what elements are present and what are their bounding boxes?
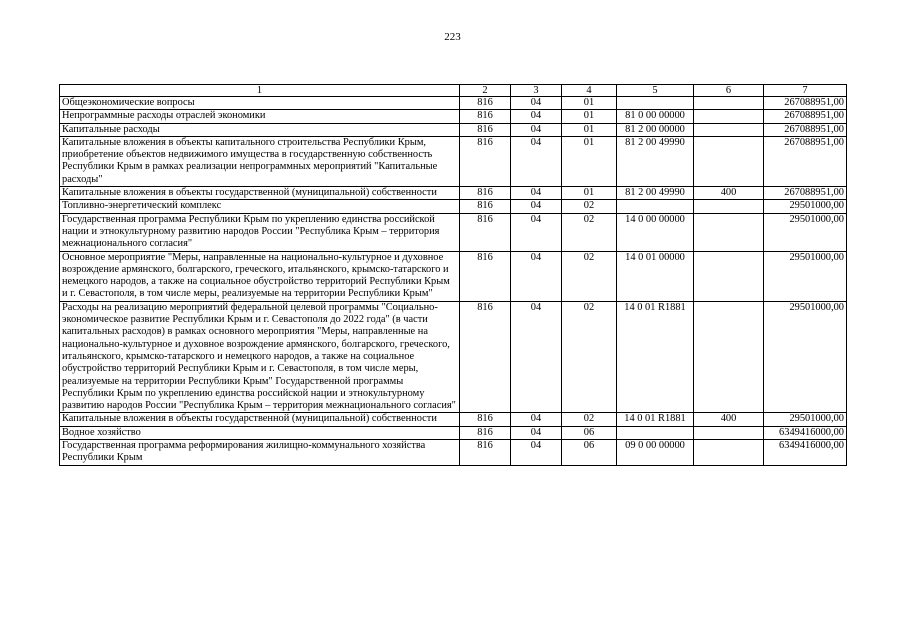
row-pr: 01 [562,136,617,186]
row-amount: 29501000,00 [764,213,847,251]
row-vr: 400 [694,413,764,426]
row-rz: 04 [511,426,562,439]
row-rz: 04 [511,413,562,426]
row-rz: 04 [511,251,562,301]
row-name: Капитальные расходы [60,123,460,136]
column-header: 2 [460,85,511,97]
row-grbs: 816 [460,251,511,301]
column-header: 6 [694,85,764,97]
row-csr [617,200,694,213]
table-row [60,213,847,251]
row-name: Водное хозяйство [60,426,460,439]
row-vr [694,251,764,301]
row-name: Расходы на реализацию мероприятий федеральной целевой программы "Социально-экономическое развитие Республики Крым и г. Севастополя до 2022 года" (в части капитальных расходов) в рамках основного мероприятия "Меры, направленные на национально-культурное и духовное возрождение армянского, болгарского, греческого, итальянского, крымско-татарского и немецкого народов, а также на социальное обустройство территорий Республики Крым и г. Севастополя, в том числе меры, реализуемые на территории Республики Крым" Государственной программы Республики Крым по укреплению единства российской нации и этнокультурному развитию народов России "Республика Крым – территория межнационального согласия" [60,301,460,413]
row-grbs: 816 [460,413,511,426]
row-csr: 14 0 01 R1881 [617,301,694,413]
column-number-row [60,85,847,97]
row-grbs: 816 [460,213,511,251]
row-vr [694,200,764,213]
row-rz: 04 [511,110,562,123]
row-pr: 01 [562,187,617,200]
row-amount: 29501000,00 [764,200,847,213]
row-vr [694,97,764,110]
table-row [60,123,847,136]
row-csr: 14 0 00 00000 [617,213,694,251]
row-csr [617,97,694,110]
row-pr: 06 [562,426,617,439]
row-pr: 02 [562,200,617,213]
row-amount: 267088951,00 [764,136,847,186]
row-rz: 04 [511,301,562,413]
row-rz: 04 [511,97,562,110]
row-csr: 81 0 00 00000 [617,110,694,123]
row-pr: 06 [562,440,617,466]
row-grbs: 816 [460,187,511,200]
row-vr [694,301,764,413]
row-pr: 02 [562,301,617,413]
table-row [60,200,847,213]
row-csr: 81 2 00 49990 [617,136,694,186]
row-name: Капитальные вложения в объекты капитального строительства Республики Крым, приобретение объектов недвижимого имущества в государственную собственность Республики Крым в рамках реализации непрограммных мероприятий "Капитальные расходы" [60,136,460,186]
row-pr: 01 [562,97,617,110]
table-row [60,251,847,301]
row-grbs: 816 [460,200,511,213]
row-name: Капитальные вложения в объекты государственной (муниципальной) собственности [60,413,460,426]
row-rz: 04 [511,187,562,200]
row-name: Капитальные вложения в объекты государственной (муниципальной) собственности [60,187,460,200]
page-number: 223 [444,31,461,43]
row-vr: 400 [694,187,764,200]
row-pr: 02 [562,413,617,426]
row-vr [694,110,764,123]
table-row [60,440,847,466]
column-header: 3 [511,85,562,97]
row-amount: 6349416000,00 [764,426,847,439]
row-rz: 04 [511,136,562,186]
row-grbs: 816 [460,136,511,186]
column-header: 5 [617,85,694,97]
column-header: 7 [764,85,847,97]
row-amount: 267088951,00 [764,97,847,110]
row-pr: 02 [562,251,617,301]
row-amount: 267088951,00 [764,123,847,136]
table-row [60,301,847,413]
row-vr [694,123,764,136]
row-amount: 29501000,00 [764,413,847,426]
row-grbs: 816 [460,440,511,466]
row-name: Государственная программа реформирования жилищно-коммунального хозяйства Республики Крым [60,440,460,466]
column-header: 4 [562,85,617,97]
row-name: Топливно-энергетический комплекс [60,200,460,213]
row-name: Государственная программа Республики Крым по укреплению единства российской нации и этнокультурному развитию народов России "Республика Крым – территория межнационального согласия" [60,213,460,251]
row-amount: 29501000,00 [764,301,847,413]
row-csr: 81 2 00 00000 [617,123,694,136]
row-amount: 267088951,00 [764,187,847,200]
row-grbs: 816 [460,426,511,439]
table-row [60,136,847,186]
row-pr: 01 [562,110,617,123]
row-name: Общеэкономические вопросы [60,97,460,110]
row-rz: 04 [511,213,562,251]
row-csr [617,426,694,439]
table-row [60,413,847,426]
column-header: 1 [60,85,460,97]
row-grbs: 816 [460,97,511,110]
row-name: Непрограммные расходы отраслей экономики [60,110,460,123]
row-rz: 04 [511,440,562,466]
table-row [60,187,847,200]
row-amount: 29501000,00 [764,251,847,301]
row-pr: 02 [562,213,617,251]
table-row [60,110,847,123]
table-row [60,97,847,110]
row-name: Основное мероприятие "Меры, направленные на национально-культурное и духовное возрождение армянского, болгарского, греческого, итальянского, крымско-татарского и немецкого народов, а также на социальное обустройство территорий Республики Крым и г. Севастополя, в том числе меры, реализуемые на территории Республики Крым" [60,251,460,301]
row-amount: 267088951,00 [764,110,847,123]
budget-table [59,84,847,466]
row-csr: 14 0 01 00000 [617,251,694,301]
row-csr: 09 0 00 00000 [617,440,694,466]
row-grbs: 816 [460,110,511,123]
row-vr [694,440,764,466]
row-grbs: 816 [460,301,511,413]
row-csr: 14 0 01 R1881 [617,413,694,426]
row-vr [694,136,764,186]
row-grbs: 816 [460,123,511,136]
table-row [60,426,847,439]
row-pr: 01 [562,123,617,136]
row-vr [694,426,764,439]
row-rz: 04 [511,123,562,136]
row-csr: 81 2 00 49990 [617,187,694,200]
row-amount: 6349416000,00 [764,440,847,466]
row-rz: 04 [511,200,562,213]
row-vr [694,213,764,251]
